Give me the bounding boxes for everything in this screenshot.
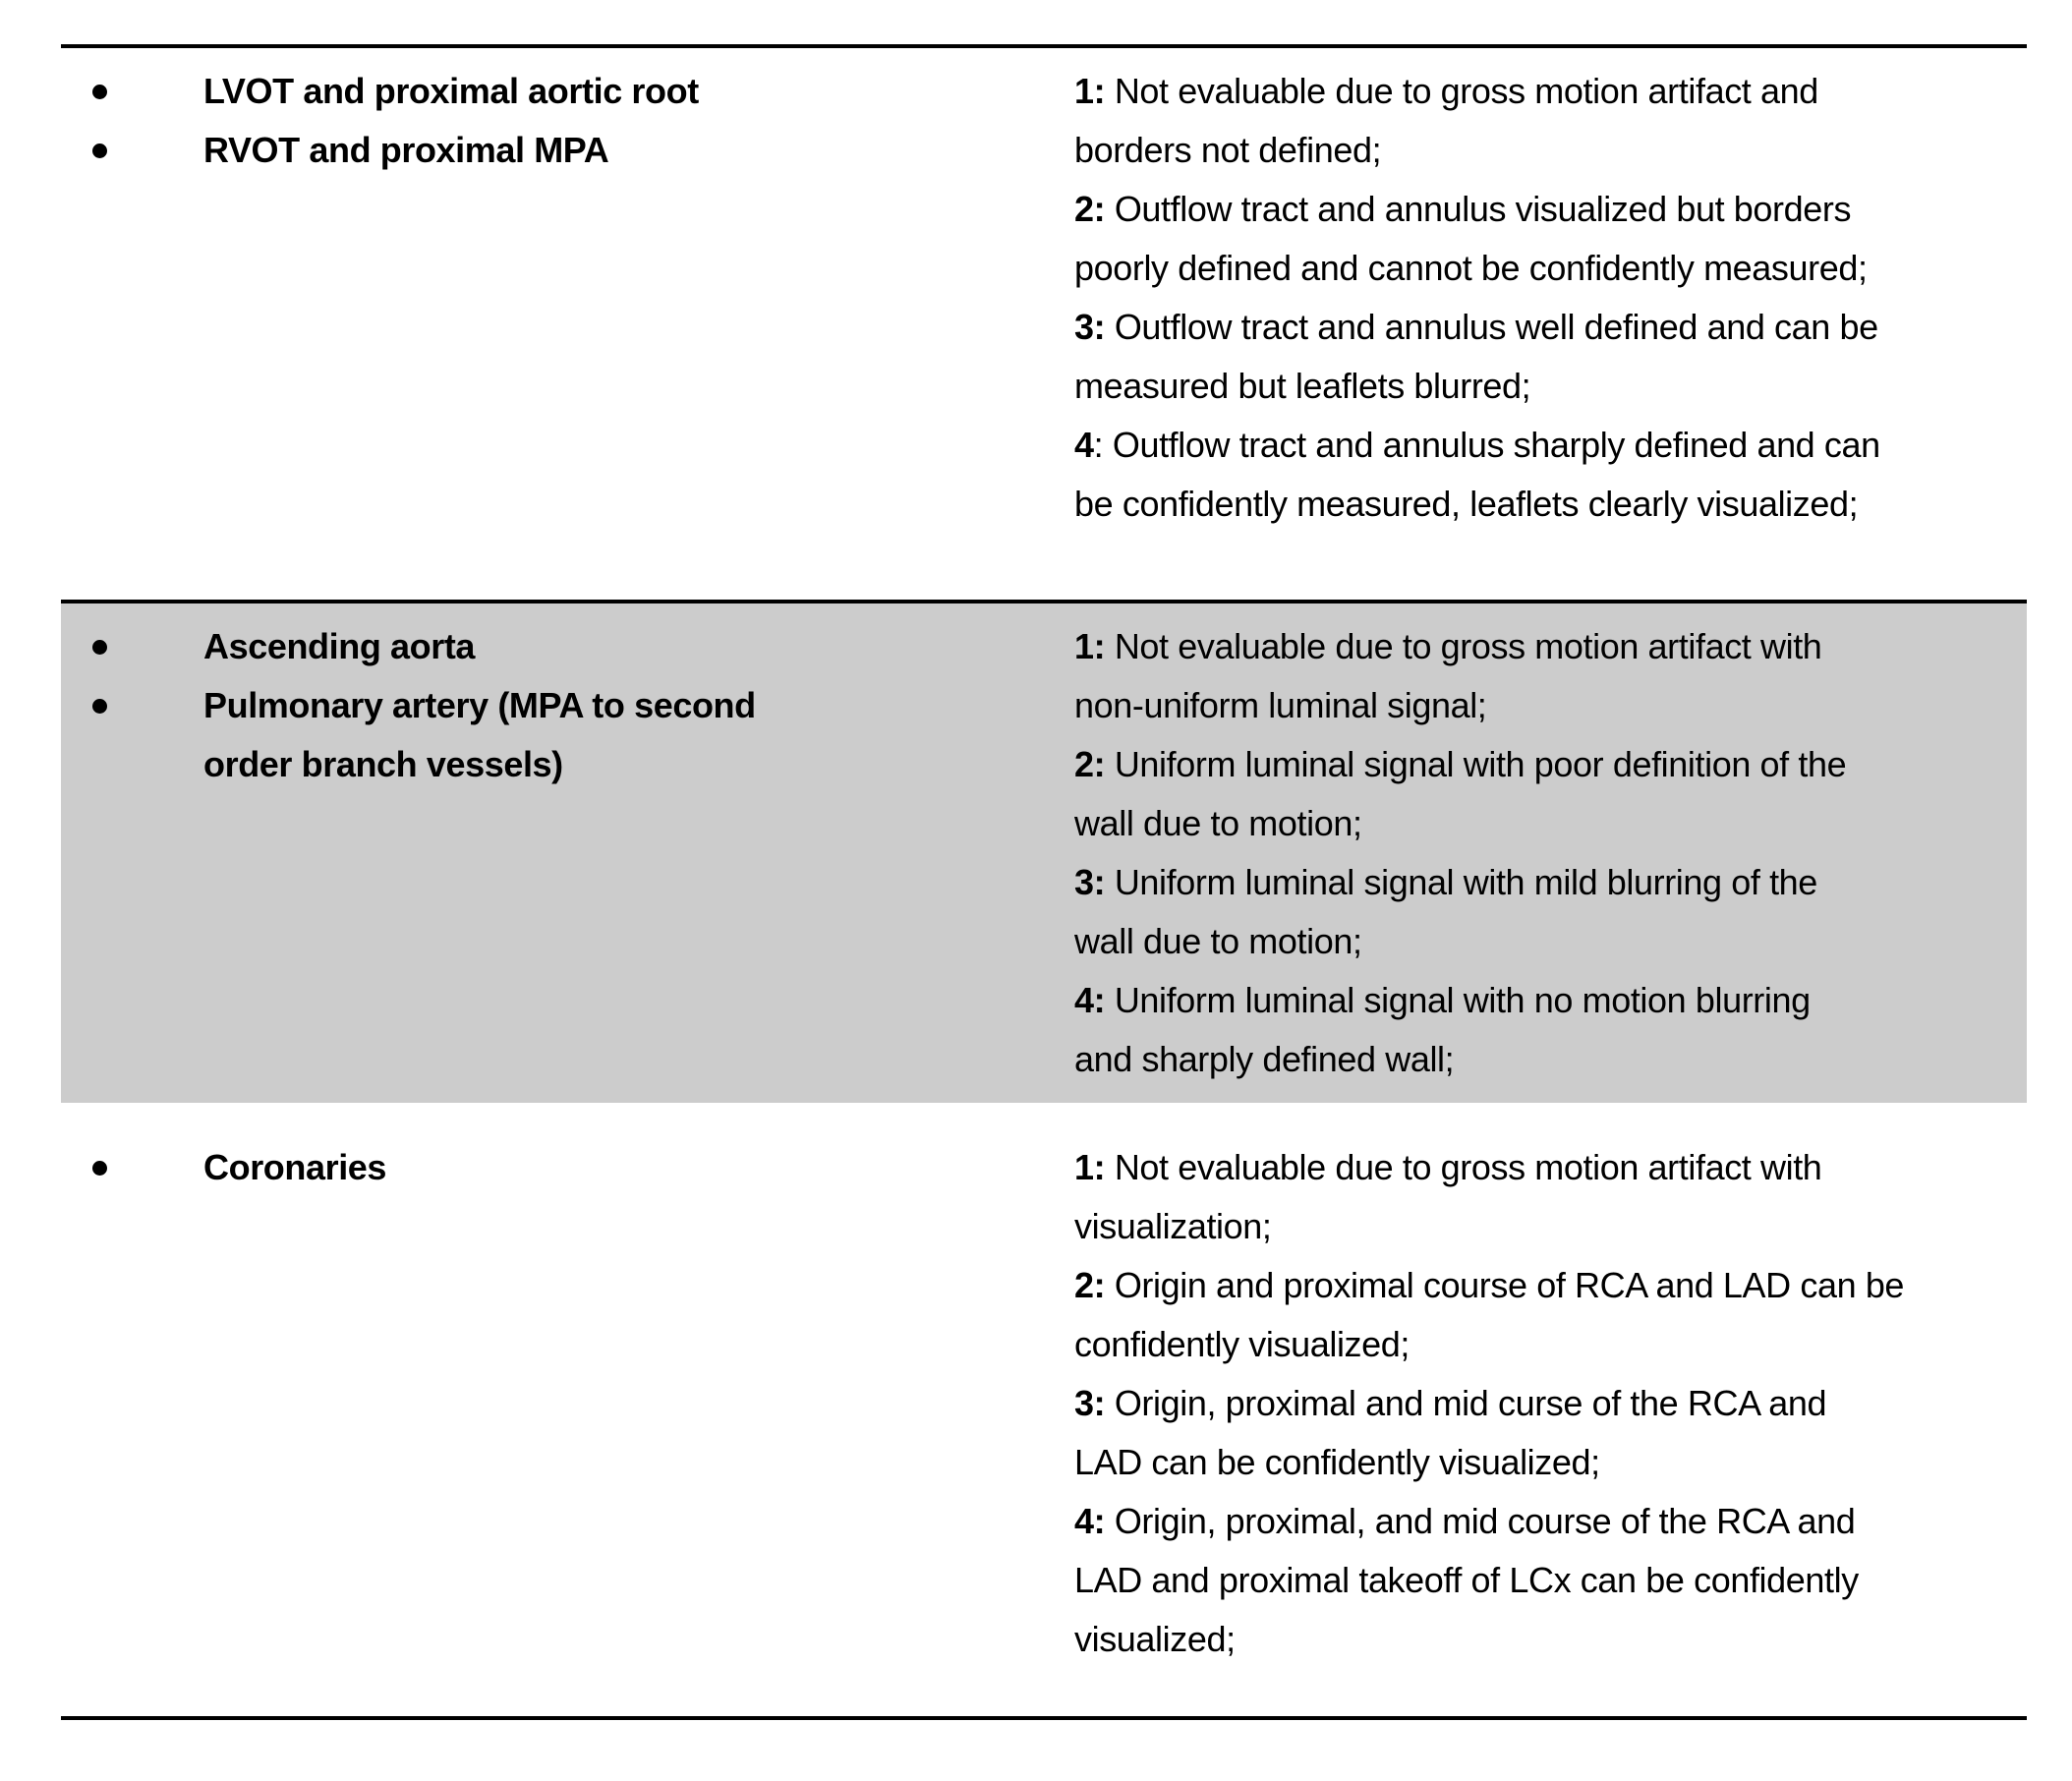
grade-line: 3: Outflow tract and annulus well defined and can be [1074, 307, 1878, 347]
grade-line: LAD can be confidently visualized; [1074, 1442, 1600, 1482]
table-bottom-rule [61, 1716, 2027, 1720]
grade-line: 4: Uniform luminal signal with no motion blurring [1074, 980, 1811, 1020]
grade-number: 2: [1074, 744, 1106, 784]
grade-number: 1: [1074, 71, 1106, 111]
grade-line: wall due to motion; [1074, 921, 1362, 961]
structure-label: Coronaries [203, 1147, 387, 1187]
structure-label: Ascending aorta [203, 626, 476, 666]
grade-number: 3: [1074, 307, 1106, 347]
structure-label: LVOT and proximal aortic root [203, 71, 699, 111]
grade-line: 4: Outflow tract and annulus sharply defined and can [1074, 425, 1880, 465]
grade-number: 2: [1074, 1265, 1106, 1305]
grade-line: and sharply defined wall; [1074, 1039, 1455, 1079]
grade-line: 2: Origin and proximal course of RCA and LAD can be [1074, 1265, 1905, 1305]
table-row-great-vessels [61, 603, 2027, 1103]
table-row-outflow-tracts [61, 48, 2027, 600]
grade-number: 3: [1074, 1383, 1106, 1423]
structure-label: Pulmonary artery (MPA to second [203, 685, 756, 725]
grade-line: 3: Uniform luminal signal with mild blurring of the [1074, 862, 1817, 902]
grade-line: 3: Origin, proximal and mid curse of the RCA and [1074, 1383, 1827, 1423]
grade-line: visualization; [1074, 1206, 1272, 1246]
grade-line: visualized; [1074, 1619, 1236, 1659]
grade-line: confidently visualized; [1074, 1324, 1410, 1364]
table-row-coronaries [61, 1103, 2027, 1716]
grade-number: 1: [1074, 626, 1106, 666]
grade-line: LAD and proximal takeoff of LCx can be confidently [1074, 1560, 1859, 1600]
grade-line: be confidently measured, leaflets clearly visualized; [1074, 484, 1859, 524]
grade-number: 4: [1074, 980, 1106, 1020]
grade-line: 1: Not evaluable due to gross motion artifact with [1074, 626, 1822, 666]
grade-line: 1: Not evaluable due to gross motion artifact with [1074, 1147, 1822, 1187]
grade-line: 4: Origin, proximal, and mid course of the RCA and [1074, 1501, 1856, 1541]
bullet-icon [92, 699, 107, 714]
grade-line: borders not defined; [1074, 130, 1382, 170]
grade-line: 2: Uniform luminal signal with poor definition of the [1074, 744, 1847, 784]
grade-line: 1: Not evaluable due to gross motion artifact and [1074, 71, 1818, 111]
grade-number: 4: [1074, 1501, 1106, 1541]
structure-label: RVOT and proximal MPA [203, 130, 609, 170]
grade-line: non-uniform luminal signal; [1074, 685, 1487, 725]
bullet-icon [92, 1161, 107, 1176]
grade-line: poorly defined and cannot be confidently measured; [1074, 248, 1868, 288]
grade-line: 2: Outflow tract and annulus visualized but borders [1074, 189, 1852, 229]
bullet-icon [92, 144, 107, 158]
grade-line: measured but leaflets blurred; [1074, 366, 1531, 406]
grade-number: 1: [1074, 1147, 1106, 1187]
grade-line: wall due to motion; [1074, 803, 1362, 843]
grade-number: 3: [1074, 862, 1106, 902]
bullet-icon [92, 640, 107, 655]
structure-label: order branch vessels) [203, 744, 563, 784]
grade-number: 2: [1074, 189, 1106, 229]
bullet-icon [92, 85, 107, 99]
grade-number: 4 [1074, 425, 1094, 465]
